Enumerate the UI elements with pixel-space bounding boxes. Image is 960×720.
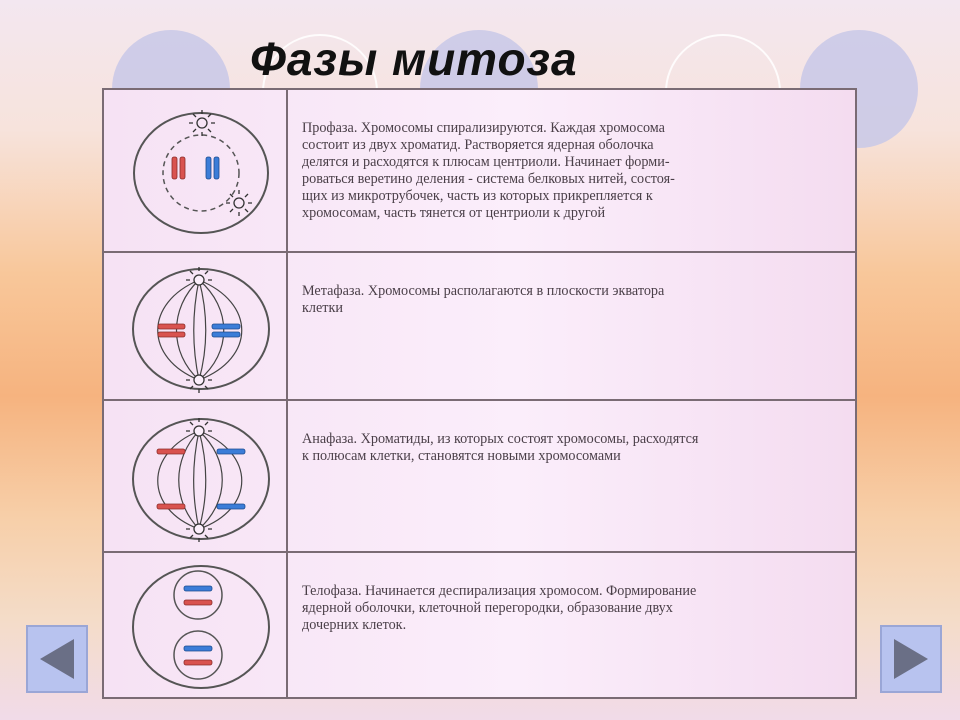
- telophase-description: Телофаза. Начинается деспирализация хромосом. Формирование ядерной оболочки, клеточной перегородки, образование двух дочерних клеток.: [302, 583, 697, 633]
- chromosome-red: [172, 157, 185, 179]
- daughter-nucleus: [174, 631, 222, 679]
- anaphase-illustration: [104, 401, 288, 551]
- chromosome-pair-top: [184, 586, 212, 605]
- metaphase-illustration: [104, 253, 288, 399]
- chromatid-red: [157, 449, 185, 509]
- cell-membrane: [134, 113, 268, 233]
- chromosome-red: [158, 324, 185, 337]
- anaphase-description: Анафаза. Хроматиды, из которых состоят хромосомы, расходятся к полюсам клетки, становятся новыми хромосомами: [302, 431, 699, 464]
- phase-row-metaphase: [104, 253, 855, 401]
- page-title: Фазы митоза: [250, 33, 578, 85]
- chromosome-blue: [206, 157, 219, 179]
- phase-row-telophase: [104, 553, 855, 697]
- triangle-right-icon: [882, 627, 940, 691]
- telophase-illustration: [104, 553, 288, 697]
- prophase-illustration: [104, 90, 288, 251]
- daughter-nucleus: [174, 571, 222, 619]
- spindle-fibers: [158, 280, 242, 380]
- prophase-description: Профаза. Хромосомы спирализируются. Каждая хромосома состоит из двух хроматид. Растворяется ядерная оболочка делятся и расходятся к плюсам центриоли. Начинает форми- роваться веретино деления - система белковых нитей, состоя- щих из микротрубочек, часть из которых прикрепляется к хромосомам, часть тянется от центриоли к другой: [302, 120, 675, 221]
- previous-slide-button[interactable]: [26, 625, 88, 693]
- mitosis-phases-table: [102, 88, 857, 699]
- phase-row-anaphase: [104, 401, 855, 553]
- next-slide-button[interactable]: [880, 625, 942, 693]
- chromosome-blue: [212, 324, 240, 337]
- triangle-left-icon: [28, 627, 86, 691]
- chromatid-blue: [217, 449, 245, 509]
- cell-membrane: [133, 566, 269, 688]
- centriole-icon: [226, 190, 252, 216]
- centriole-icon: [186, 375, 212, 393]
- spindle-fibers: [158, 431, 242, 529]
- chromosome-pair-bottom: [184, 646, 212, 665]
- phase-row-prophase: [104, 90, 855, 253]
- metaphase-description: Метафаза. Хромосомы располагаются в плоскости экватора клетки: [302, 283, 665, 316]
